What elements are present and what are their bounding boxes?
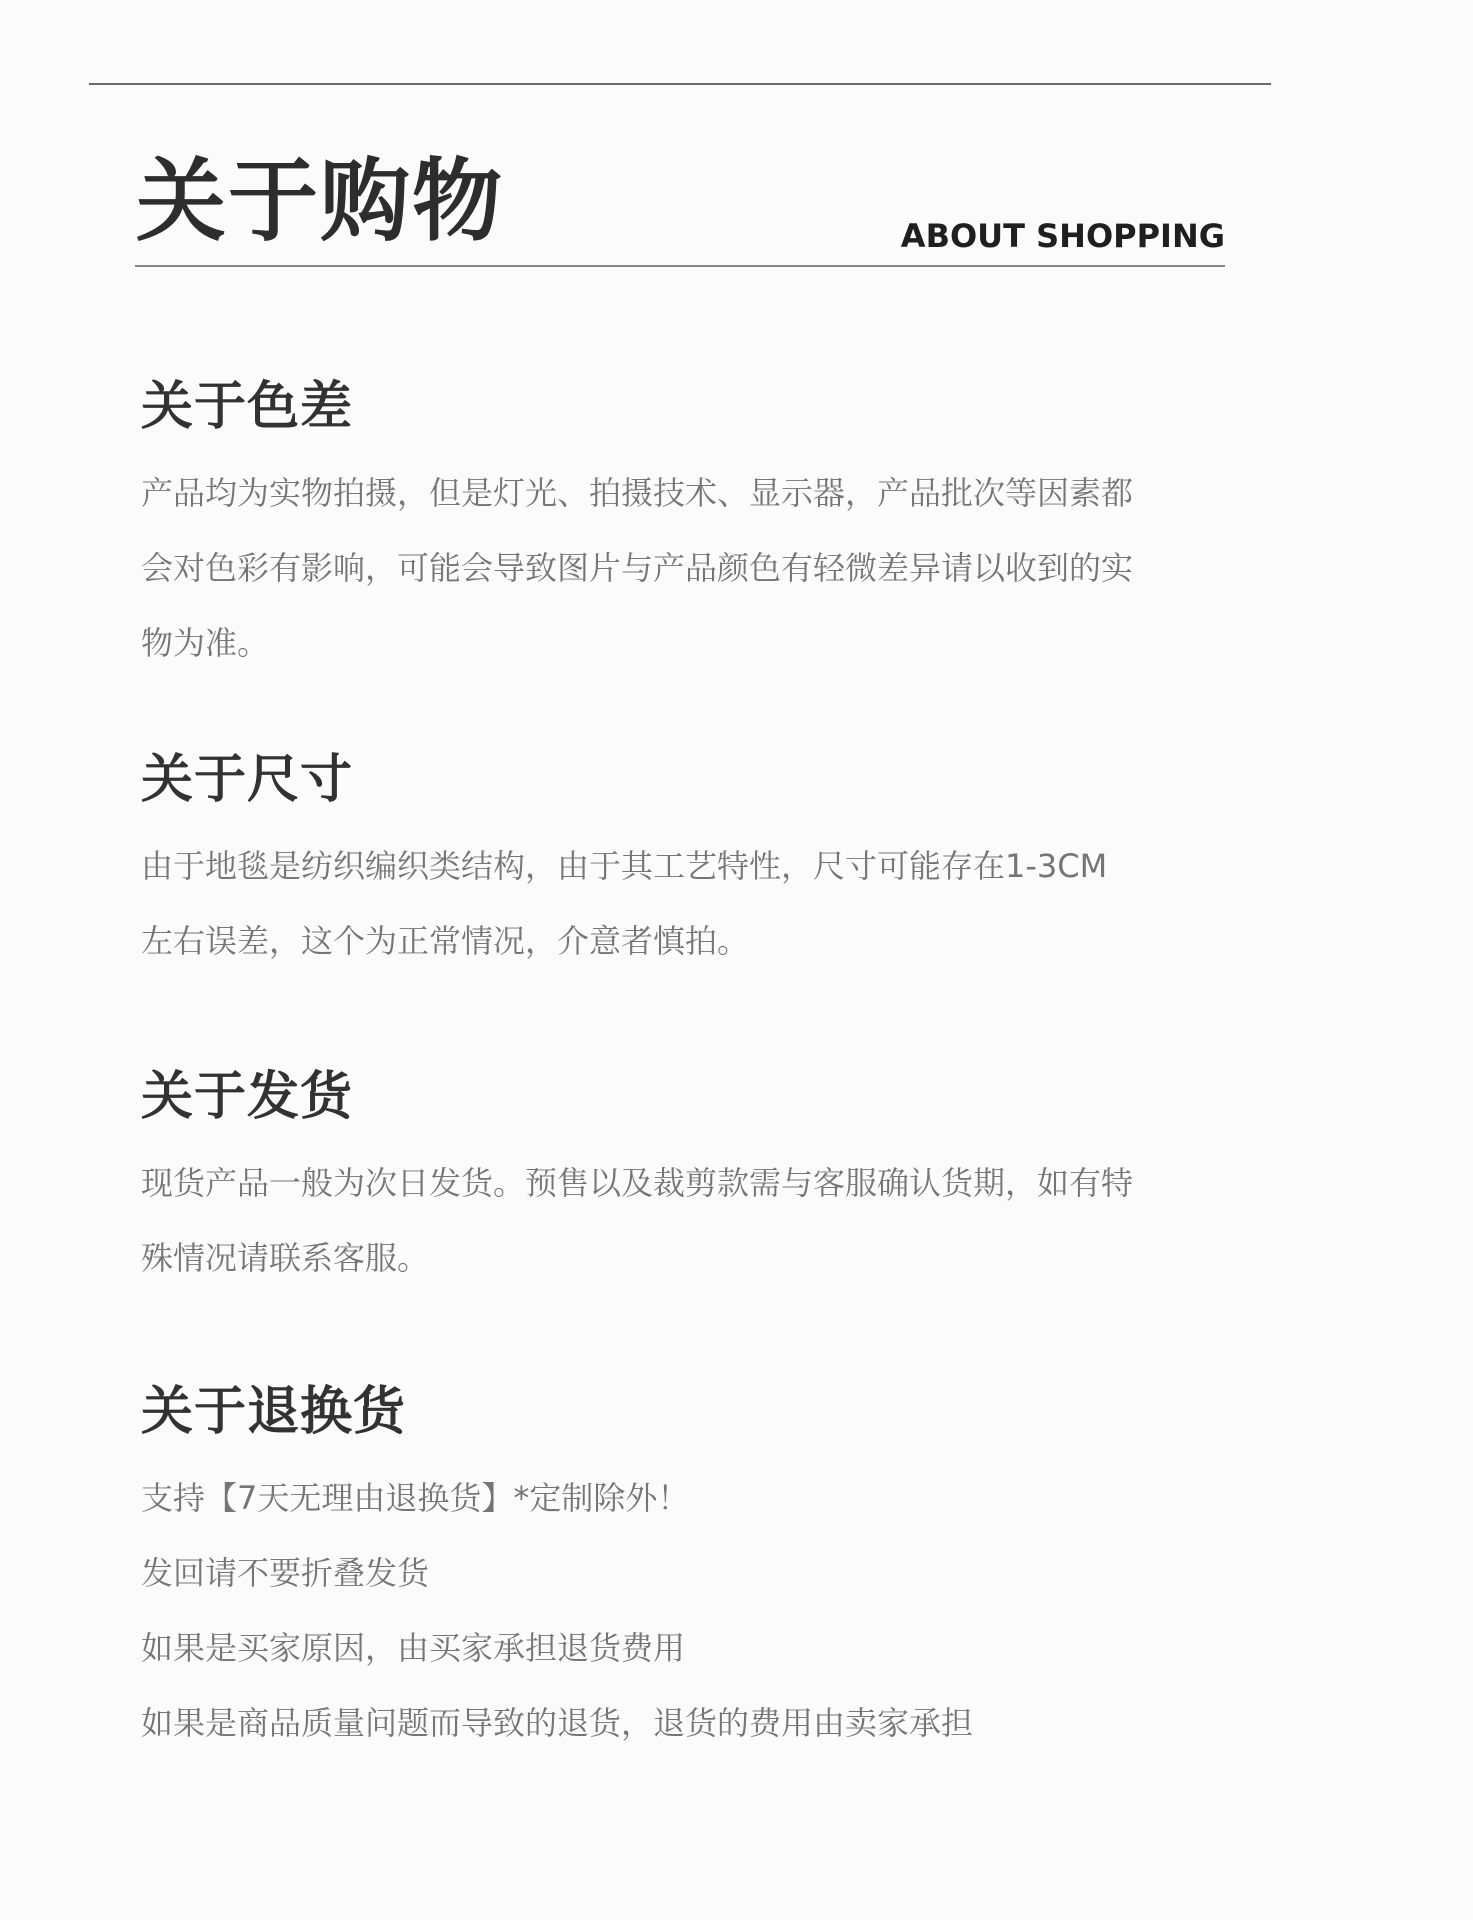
section-heading: 关于尺寸 — [141, 750, 354, 810]
body-line: 会对色彩有影响，可能会导致图片与产品颜色有轻微差异请以收到的实 — [141, 549, 1134, 588]
page-title: 关于购物 — [136, 149, 504, 254]
section-body — [141, 1461, 1231, 1761]
top-divider — [89, 83, 1271, 85]
body-line: 产品均为实物拍摄，但是灯光、拍摄技术、显示器，产品批次等因素都 — [141, 474, 1134, 513]
body-line: 殊情况请联系客服。 — [141, 1239, 430, 1278]
section-size — [141, 749, 1231, 979]
section-body — [141, 456, 1231, 681]
body-line: 如果是商品质量问题而导致的退货，退货的费用由卖家承担 — [141, 1704, 974, 1743]
section-body — [141, 829, 1231, 979]
title-underline — [135, 265, 1225, 267]
body-line: 由于地毯是纺织编织类结构，由于其工艺特性，尺寸可能存在1-3CM — [141, 847, 1108, 886]
section-shipping — [141, 1066, 1231, 1296]
section-returns — [141, 1381, 1231, 1761]
section-color-difference — [141, 376, 1231, 681]
body-line: 左右误差，这个为正常情况，介意者慎拍。 — [141, 922, 750, 961]
body-line: 支持【7天无理由退换货】*定制除外！ — [141, 1479, 690, 1518]
body-line: 物为准。 — [141, 624, 270, 663]
section-body — [141, 1146, 1231, 1296]
body-line: 如果是买家原因，由买家承担退货费用 — [141, 1629, 686, 1668]
body-line: 现货产品一般为次日发货。预售以及裁剪款需与客服确认货期，如有特 — [141, 1164, 1134, 1203]
section-heading: 关于发货 — [141, 1067, 354, 1127]
section-heading: 关于色差 — [141, 377, 354, 437]
page-subtitle: ABOUT SHOPPING — [900, 217, 1225, 255]
section-heading: 关于退换货 — [141, 1382, 407, 1442]
body-line: 发回请不要折叠发货 — [141, 1554, 430, 1593]
